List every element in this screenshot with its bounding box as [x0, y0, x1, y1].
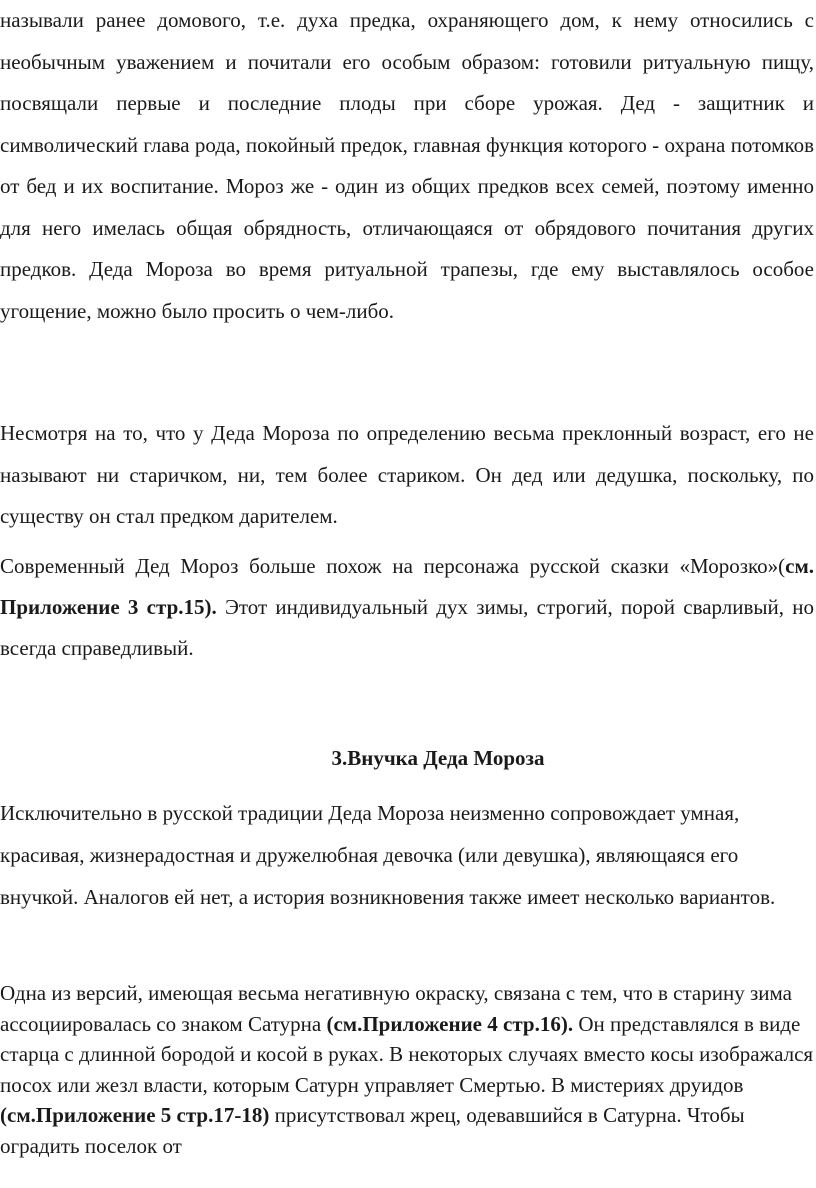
appendix-reference: см. Приложение 3 стр.15).	[0, 554, 814, 619]
paragraph-saturn	[0, 978, 814, 1161]
paragraph-modern-ded-moroz	[0, 546, 814, 669]
paragraph-text: Современный Дед Мороз больше похож на персонажа русской сказки «Морозко»(	[0, 554, 786, 578]
paragraph-text: Этот индивидуальный дух зимы, строгий, порой сварливый, но всегда справедливый.	[0, 595, 814, 660]
paragraph-domovoy: называли ранее домового, т.е. духа предка, охраняющего дом, к нему относились с необычным уважением и почитали его особым образом: готовили ритуальную пищу, посвящали первые и последние плоды при сборе урожая. Дед - защитник и символический глава рода, покойный предок, главная функция которого - охрана потомков от бед и их воспитание. Мороз же - один из общих предков всех семей, поэтому именно для него имелась общая обрядность, отличающаяся от обрядового почитания других предков. Деда Мороза во время ритуальной трапезы, где ему выставлялось особое угощение, можно было просить о чем-либо.	[0, 8, 814, 323]
paragraph-age: Несмотря на то, что у Деда Мороза по определению весьма преклонный возраст, его не называют ни старичком, ни, тем более стариком. Он дед или дедушка, поскольку, по существу он стал предком дарителем.	[0, 421, 814, 528]
appendix-reference: (см.Приложение 5 стр.17-18)	[0, 1103, 270, 1127]
appendix-reference: (см.Приложение 4 стр.16).	[326, 1011, 574, 1036]
paragraph-text: присутствовал жрец, одевавшийся в Сатурна. Чтобы оградить поселок от	[0, 1103, 745, 1158]
paragraph-text: Он представлялся в виде старца с длинной бородой и косой в руках. В некоторых случаях вместо косы изображался посох или жезл власти, которым Сатурн управляет Смертью. В мистериях друидов	[0, 1011, 814, 1097]
paragraph-text: Одна из версий, имеющая весьма негативную окраску, связана с тем, что в старину зима ассоциировалась со знаком Сатурна	[0, 981, 792, 1036]
section-heading: 3.Внучка Деда Мороза	[331, 746, 545, 770]
paragraph-snegurochka: Исключительно в русской традиции Деда Мороза неизменно сопровождает умная, красивая, жизнерадостная и дружелюбная девочка (или девушка), являющаяся его внучкой. Аналогов ей нет, а история возникновения также имеет несколько вариантов.	[0, 801, 776, 909]
